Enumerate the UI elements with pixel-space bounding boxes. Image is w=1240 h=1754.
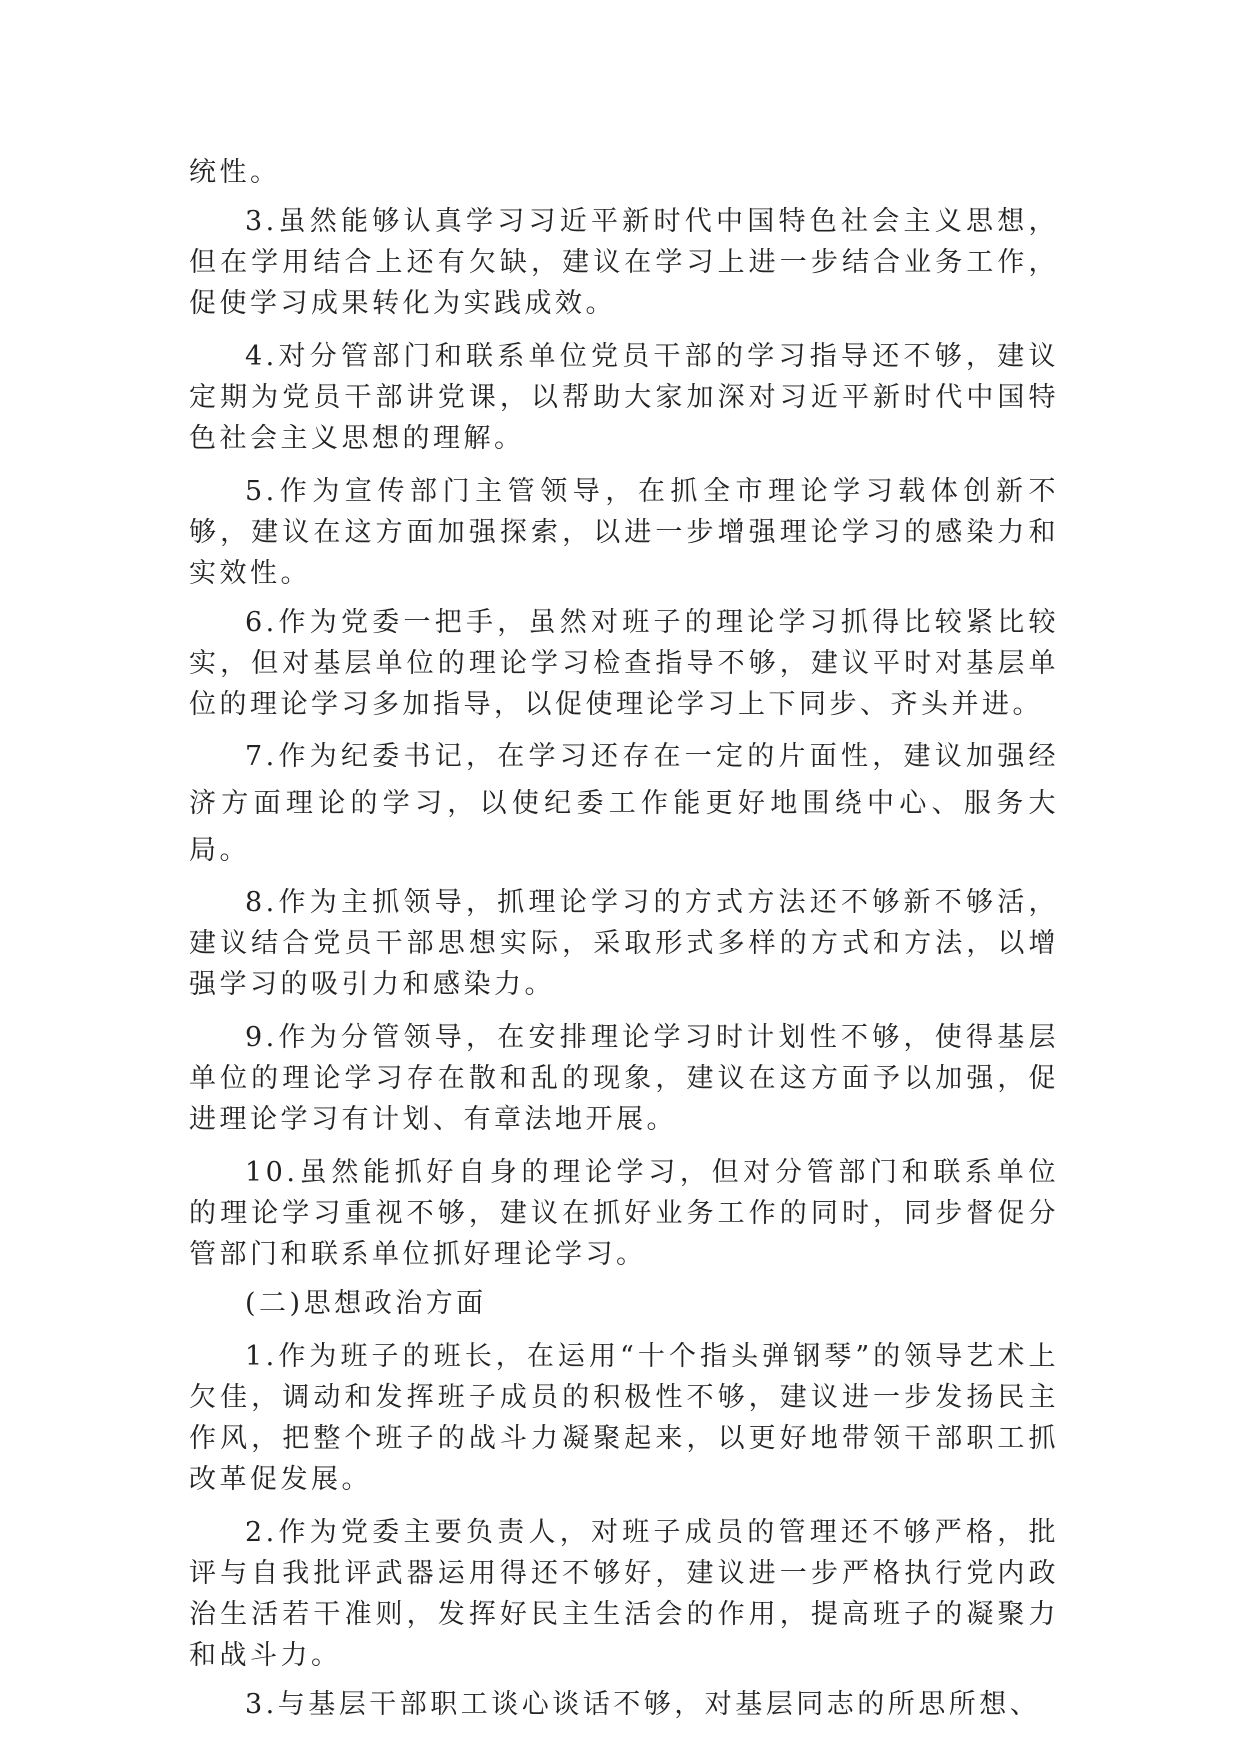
paragraph-item-8: 8.作为主抓领导，抓理论学习的方式方法还不够新不够活，建议结合党员干部思想实际，采取形式多样的方式和方法，以增强学习的吸引力和感染力。 bbox=[189, 887, 1059, 1000]
paragraph-ideology-item-1: 1.作为班子的班长，在运用“十个指头弹钢琴”的领导艺术上欠佳，调动和发挥班子成员的积极性不够，建议进一步发扬民主作风，把整个班子的战斗力凝聚起来，以更好地带领干部职工抓改革促发展。 bbox=[189, 1341, 1059, 1495]
paragraph-item-5: 5.作为宣传部门主管领导，在抓全市理论学习载体创新不够，建议在这方面加强探索，以进一步增强理论学习的感染力和实效性。 bbox=[189, 476, 1059, 589]
section-heading-ideology: (二)思想政治方面 bbox=[245, 1288, 487, 1319]
paragraph-item-9: 9.作为分管领导，在安排理论学习时计划性不够，使得基层单位的理论学习存在散和乱的现象，建议在这方面予以加强，促进理论学习有计划、有章法地开展。 bbox=[189, 1022, 1059, 1135]
paragraph-ideology-item-2: 2.作为党委主要负责人，对班子成员的管理还不够严格，批评与自我批评武器运用得还不够好，建议进一步严格执行党内政治生活若干准则，发挥好民主生活会的作用，提高班子的凝聚力和战斗力。 bbox=[189, 1517, 1059, 1671]
paragraph-item-6: 6.作为党委一把手，虽然对班子的理论学习抓得比较紧比较实，但对基层单位的理论学习检查指导不够，建议平时对基层单位的理论学习多加指导，以促使理论学习上下同步、齐头并进。 bbox=[189, 607, 1059, 720]
paragraph-item-7: 7.作为纪委书记，在学习还存在一定的片面性，建议加强经济方面理论的学习，以使纪委工作能更好地围绕中心、服务大局。 bbox=[189, 741, 1059, 866]
paragraph-item-3: 3.虽然能够认真学习习近平新时代中国特色社会主义思想，但在学用结合上还有欠缺，建议在学习上进一步结合业务工作，促使学习成果转化为实践成效。 bbox=[189, 206, 1059, 319]
paragraph-item-10: 10.虽然能抓好自身的理论学习，但对分管部门和联系单位的理论学习重视不够，建议在抓好业务工作的同时，同步督促分管部门和联系单位抓好理论学习。 bbox=[189, 1157, 1059, 1270]
paragraph-ideology-item-3: 3.与基层干部职工谈心谈话不够，对基层同志的所思所想、 bbox=[245, 1689, 1041, 1720]
document-body bbox=[189, 152, 1059, 1725]
paragraph-item-4: 4.对分管部门和联系单位党员干部的学习指导还不够，建议定期为党员干部讲党课，以帮助大家加深对习近平新时代中国特色社会主义思想的理解。 bbox=[189, 341, 1059, 454]
paragraph-continuation: 统性。 bbox=[189, 157, 281, 188]
